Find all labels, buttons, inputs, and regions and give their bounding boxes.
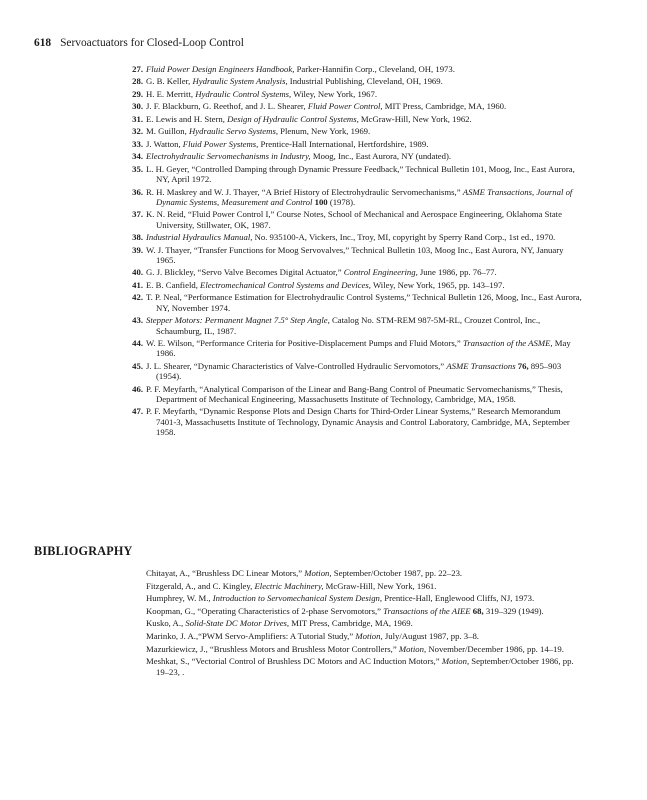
reference-item [132, 267, 582, 278]
bibliography-list [146, 568, 582, 679]
italic-text: Control Engineering, [343, 267, 418, 278]
italic-text: Design of Hydraulic Control Systems, [227, 113, 359, 124]
bold-text: 68, [470, 605, 484, 616]
reference-number: 34. [132, 151, 143, 162]
bibliography-entry [146, 631, 582, 641]
text-segment: L. H. Geyer, “Controlled Damping through Dynamic Pressure Feedback,” Technical Bulletin 101, Moog, Inc., East Aurora, NY, April 1972. [146, 163, 575, 185]
text-segment: Industrial Publishing, Cleveland, OH, 1969. [287, 76, 443, 87]
reference-text [146, 151, 582, 161]
italic-text: Solid-State DC Motor Drives, [185, 618, 290, 629]
text-segment: P. F. Meyfarth, “Analytical Comparison of the Linear and Bang-Bang Control of Pneumatic Servomechanisms,” Thesis, Department of Mechanical Engineering, Massachusetts Institute of Technology, Cambridge, MA, 1958. [146, 383, 563, 404]
reference-number: 32. [132, 126, 143, 137]
reference-item [132, 244, 582, 266]
running-head [34, 37, 244, 49]
text-segment: Marinko, J. A.,“PWM Servo-Amplifiers: A Tutorial Study,” [146, 630, 356, 641]
reference-number: 29. [132, 88, 143, 99]
page-number: 618 [34, 37, 52, 49]
reference-text [146, 267, 582, 277]
reference-number: 43. [132, 315, 143, 326]
text-segment: Wiley, New York, 1967. [291, 88, 378, 99]
bibliography-entry [146, 581, 582, 591]
text-segment: McGraw-Hill, New York, 1961. [323, 580, 437, 591]
text-segment: McGraw-Hill, New York, 1962. [358, 113, 472, 124]
reference-item [132, 232, 582, 243]
bibliography-entry [146, 593, 582, 603]
text-segment: E. B. Canfield, [146, 279, 201, 290]
italic-text: Fluid Power Design Engineers Handbook, [146, 64, 295, 74]
reference-text [146, 126, 582, 136]
reference-number: 47. [132, 406, 143, 417]
italic-text: Hydraulic System Analysis, [192, 76, 288, 87]
reference-number: 37. [132, 209, 143, 220]
text-segment: Moog, Inc., East Aurora, NY (undated). [310, 151, 452, 162]
italic-text: Stepper Motors: Permanent Magnet 7.5° Step Angle, [146, 315, 330, 326]
reference-item [132, 360, 582, 382]
text-segment: July/August 1987, pp. 3–8. [382, 630, 479, 641]
reference-number: 44. [132, 338, 143, 349]
reference-number: 27. [132, 64, 143, 74]
reference-number: 39. [132, 244, 143, 255]
italic-text: Motion, [441, 656, 470, 667]
reference-text [146, 245, 582, 266]
reference-text [146, 338, 582, 359]
text-segment: Humphrey, W. M., [146, 593, 213, 604]
bibliography-entry [146, 656, 582, 677]
reference-text [146, 232, 582, 242]
reference-number: 33. [132, 138, 143, 149]
text-segment: Kusko, A., [146, 618, 186, 629]
reference-list [132, 64, 582, 439]
italic-text: ASME Transactions [446, 360, 516, 371]
text-segment: MIT Press, Cambridge, MA, 1960. [382, 101, 507, 112]
text-segment: Fitzgerald, A., and C. Kingley, [146, 580, 255, 591]
reference-text [146, 76, 582, 86]
reference-item [132, 88, 582, 99]
reference-text [146, 292, 582, 313]
reference-item [132, 315, 582, 336]
text-segment: Prentice-Hall International, Hertfordshire, 1989. [258, 138, 429, 149]
text-segment: G. J. Blickley, “Servo Valve Becomes Digital Actuator,” [146, 267, 344, 278]
reference-text [146, 89, 582, 99]
reference-item [132, 64, 582, 74]
bold-text: 100 [312, 196, 328, 207]
italic-text: Introduction to Servomechanical System Design, [212, 593, 383, 604]
text-segment: June 1986, pp. 76–77. [417, 267, 497, 278]
text-segment: Meshkat, S., “Vectorial Control of Brushless DC Motors and AC Induction Motors,” [146, 656, 442, 667]
italic-text: Fluid Power Control, [307, 101, 383, 112]
reference-text [146, 164, 582, 185]
italic-text: Motion, [355, 630, 383, 641]
reference-number: 38. [132, 232, 143, 243]
text-segment: E. Lewis and H. Stern, [146, 113, 228, 124]
reference-text [146, 315, 582, 336]
text-segment: P. F. Meyfarth, “Dynamic Response Plots and Design Charts for Third-Order Linear Systems,” Research Memorandum 7401-3, Massachusetts Institute of Technology, Dynamic Anaysis and Control Laboratory, Cambridge, MA, September 1958. [146, 406, 570, 437]
reference-number: 42. [132, 292, 143, 303]
italic-text: Fluid Power Systems, [182, 138, 259, 149]
reference-number: 31. [132, 113, 143, 124]
bibliography-entry [146, 568, 582, 578]
reference-text [146, 101, 582, 111]
text-segment: 895–903 (1954). [156, 360, 562, 382]
italic-text: Motion, [398, 643, 427, 654]
text-segment: Prentice-Hall, Englewood Cliffs, NJ, 1973. [382, 593, 535, 604]
reference-item [132, 209, 582, 230]
reference-item [132, 383, 582, 405]
reference-number: 35. [132, 163, 143, 174]
text-segment: September/October 1986, pp. 19–23, . [156, 656, 574, 677]
text-segment: Catalog No. STM-REM 987-5M-RL, Crouzet Control, Inc., Schaumburg, IL, 1987. [156, 315, 541, 336]
text-segment: September/October 1987, pp. 22–23. [331, 568, 463, 578]
reference-text [146, 209, 582, 230]
text-segment: Chitayat, A., “Brushless DC Linear Motors,” [146, 568, 305, 578]
text-segment: Parker-Hannifin Corp., Cleveland, OH, 1973. [294, 64, 455, 74]
bibliography-heading: BIBLIOGRAPHY [34, 544, 133, 558]
reference-text [146, 187, 582, 208]
reference-item [132, 406, 582, 437]
italic-text: Industrial Hydraulics Manual, [146, 232, 253, 243]
reference-text [146, 384, 582, 405]
text-segment: MIT Press, Cambridge, MA, 1969. [289, 618, 413, 629]
reference-item [132, 76, 582, 87]
reference-item [132, 186, 582, 208]
text-segment: K. N. Reid, “Fluid Power Control I,” Course Notes, School of Mechanical and Aerospace Engineering, Oklahoma State University, Stillwater, OK, 1987. [146, 209, 562, 230]
reference-number: 46. [132, 383, 143, 394]
text-segment: May 1986. [156, 338, 571, 359]
reference-number: 41. [132, 279, 143, 290]
reference-number: 45. [132, 360, 143, 371]
text-segment: No. 935100-A, Vickers, Inc., Troy, MI, copyright by Sperry Rand Corp., 1st ed., 1970. [252, 232, 556, 243]
bibliography-entry [146, 606, 582, 616]
reference-item [132, 338, 582, 359]
reference-item [132, 292, 582, 313]
reference-item [132, 113, 582, 124]
text-segment: G. B. Keller, [146, 76, 193, 87]
reference-text [146, 114, 582, 124]
italic-text: Electrohydraulic Servomechanisms in Industry, [146, 151, 311, 162]
reference-item [132, 101, 582, 112]
reference-text [146, 406, 582, 437]
italic-text: Transaction of the ASME, [462, 338, 553, 349]
italic-text: Electric Machinery, [254, 580, 324, 591]
bibliography-entry [146, 618, 582, 628]
reference-number: 28. [132, 76, 143, 87]
reference-text [146, 361, 582, 382]
running-title: Servoactuators for Closed-Loop Control [60, 37, 244, 49]
reference-item [132, 126, 582, 137]
text-segment: 319–329 (1949). [483, 605, 544, 616]
text-segment: R. H. Maskrey and W. J. Thayer, “A Brief History of Electrohydraulic Servomechanisms,” [146, 186, 463, 197]
reference-number: 36. [132, 186, 143, 197]
text-segment: T. P. Neal, “Performance Estimation for Electrohydraulic Control Systems,” Technical Bulletin 126, Moog, Inc., East Aurora, NY, November 1974. [146, 292, 582, 313]
text-segment: Plenum, New York, 1969. [278, 126, 371, 137]
text-segment: J. L. Shearer, “Dynamic Characteristics of Valve-Controlled Hydraulic Servomotors,” [146, 360, 447, 371]
text-segment: J. Watton, [146, 138, 183, 149]
reference-text [146, 139, 582, 149]
reference-item [132, 279, 582, 290]
reference-number: 30. [132, 101, 143, 112]
text-segment: November/December 1986, pp. 14–19. [426, 643, 564, 654]
italic-text: Transactions of the AIEE [383, 605, 471, 616]
italic-text: Hydraulic Control Systems, [195, 88, 292, 99]
text-segment: W. J. Thayer, “Transfer Functions for Moog Servovalves,” Technical Bulletin 103, Moog Inc., East Aurora, NY, January 1965. [146, 244, 564, 265]
italic-text: ASME Transactions, Journal of Dynamic Systems, Measurement and Control [156, 186, 573, 207]
reference-item [132, 151, 582, 162]
reference-item [132, 163, 582, 185]
bold-text: 76, [515, 360, 529, 371]
italic-text: Electromechanical Control Systems and Devices, [200, 279, 371, 290]
text-segment: M. Guillon, [146, 126, 189, 137]
text-segment: Wiley, New York, 1965, pp. 143–197. [370, 279, 505, 290]
reference-text [146, 64, 582, 74]
text-segment: J. F. Blackburn, G. Reethof, and J. L. Shearer, [146, 101, 308, 112]
text-segment: W. E. Wilson, “Performance Criteria for Positive-Displacement Pumps and Fluid Motors,” [146, 338, 463, 349]
text-segment: Mazurkiewicz, J., “Brushless Motors and Brushless Motor Controllers,” [146, 643, 399, 654]
italic-text: Hydraulic Servo Systems, [188, 126, 278, 137]
text-segment: (1978). [327, 196, 356, 207]
bibliography-entry [146, 644, 582, 654]
text-segment: H. E. Merritt, [146, 88, 196, 99]
text-segment: Koopman, G., “Operating Characteristics of 2-phase Servomotors,” [146, 605, 384, 616]
italic-text: Motion, [304, 568, 332, 578]
reference-number: 40. [132, 267, 143, 278]
reference-item [132, 138, 582, 149]
reference-text [146, 280, 582, 290]
